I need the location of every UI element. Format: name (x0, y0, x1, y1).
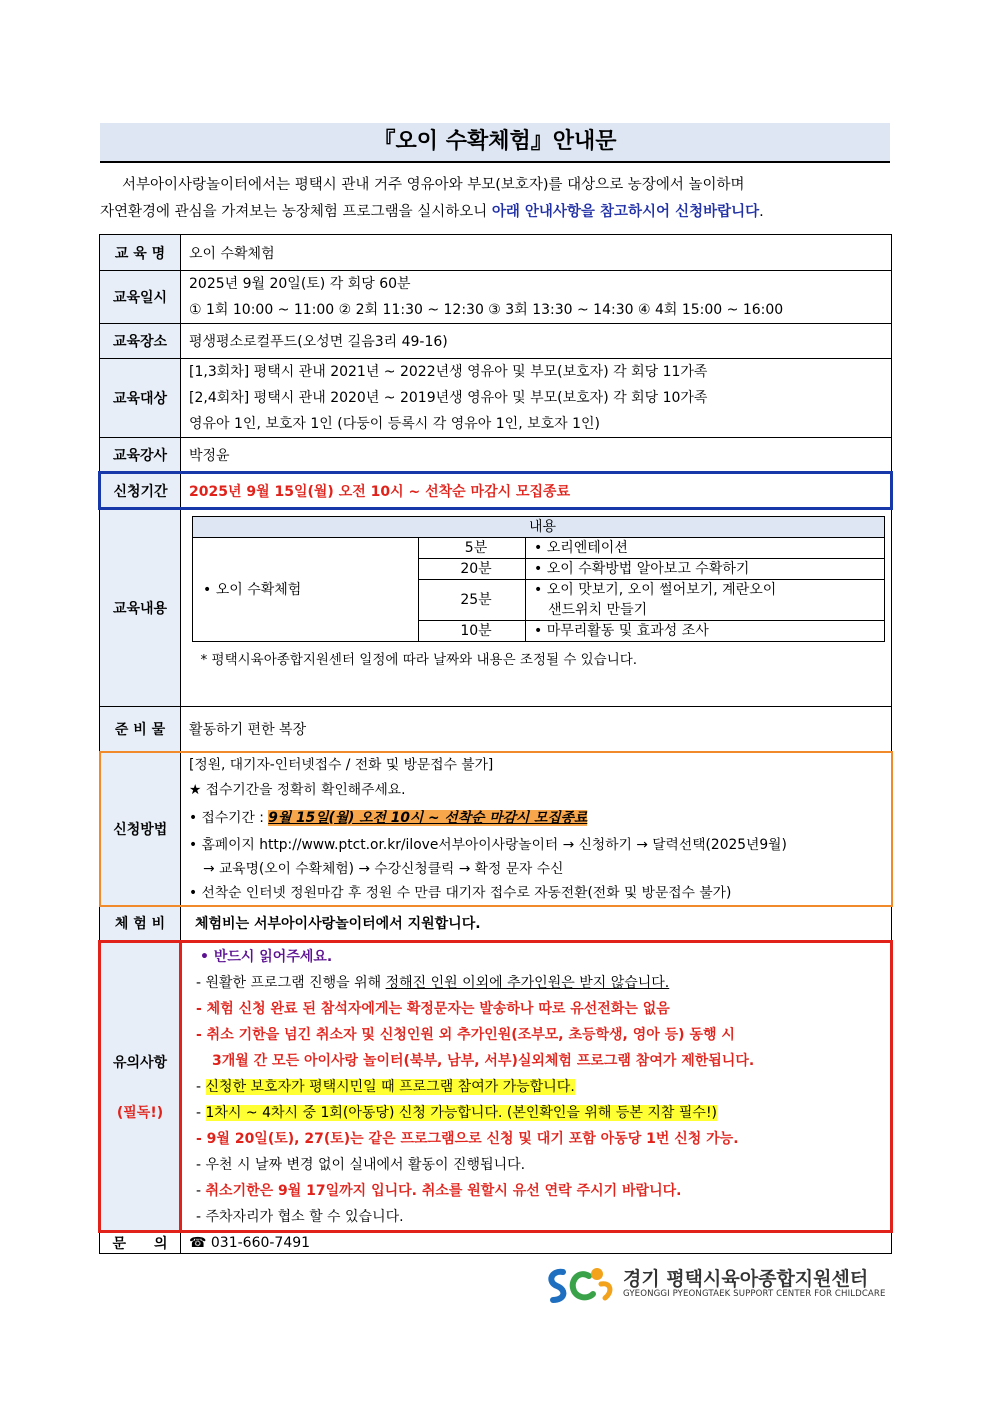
method-period-highlight: 9월 15일(월) 오전 10시 ~ 선착순 마감시 모집종료 (268, 809, 588, 826)
content-desc-3b: 샌드위치 만들기 (548, 602, 648, 618)
note-3: - 취소 기한을 넘긴 취소자 및 신청인원 외 추가인원(조부모, 초등학생, 영아 등) 동행 시 (196, 1026, 735, 1043)
intro-line-1: 서부아이사랑놀이터에서는 평택시 관내 거주 영유아와 부모(보호자)를 대상으로 농장에서 놀이하며 (122, 177, 745, 193)
note-8-red: 취소기한은 9월 17일까지 입니다. 취소를 원할시 유선 연락 주시기 바랍니다. (205, 1182, 682, 1199)
datetime-line-1: 2025년 9월 20일(토) 각 회당 60분 (189, 276, 411, 292)
note-0: • 반드시 읽어주세요. (200, 948, 333, 965)
page-title: 『오이 수확체험』안내문 (373, 129, 617, 154)
value-place: 평생평소로컬푸드(오성면 길음3리 49-16) (181, 324, 892, 359)
label-period: 신청기간 (100, 473, 181, 509)
label-content: 교육내용 (100, 509, 181, 707)
value-datetime (181, 271, 892, 324)
value-prep: 활동하기 편한 복장 (181, 707, 892, 752)
content-row-1 (193, 538, 885, 559)
content-time-4: 10분 (419, 621, 526, 642)
label-contact: 문 의 (100, 1232, 181, 1254)
content-desc-3 (526, 580, 885, 621)
intro-line-2 (100, 199, 892, 226)
method-line-6: • 선착순 인터넷 정원마감 후 정원 수 만큼 대기자 접수로 자동전환(전화 및 방문접수 불가) (189, 884, 732, 901)
value-name: 오이 수확체험 (181, 235, 892, 271)
label-name: 교 육 명 (100, 235, 181, 271)
value-fee: 체험비는 서부아이사랑놀이터에서 지원합니다. (181, 906, 892, 942)
row-period (100, 473, 892, 509)
note-7: - 우천 시 날짜 변경 없이 실내에서 활동이 진행됩니다. (196, 1156, 526, 1173)
note-1-text: - 원활한 프로그램 진행을 위해 (196, 974, 386, 991)
value-content (181, 509, 892, 707)
row-contact (100, 1232, 892, 1254)
row-method (100, 752, 892, 906)
target-line-2: [2,4회차] 평택시 관내 2020년 ~ 2019년생 영유아 및 부모(보호자) 각 회당 10가족 (189, 390, 708, 406)
intro-highlight: 아래 안내사항을 참고하시어 신청바랍니다 (491, 204, 760, 220)
content-program: • 오이 수확체험 (193, 538, 419, 642)
method-line-5: → 교육명(오이 수확체험) → 수강신청클릭 → 확정 문자 수신 (203, 860, 564, 877)
value-contact: ☎ 031-660-7491 (181, 1232, 892, 1254)
content-desc-2: • 오이 수확방법 알아보고 수확하기 (526, 559, 885, 580)
content-desc-1: • 오리엔테이션 (526, 538, 885, 559)
label-prep: 준 비 물 (100, 707, 181, 752)
method-period-label: • 접수기간 : (189, 809, 269, 826)
row-target (100, 359, 892, 438)
target-line-1: [1,3회차] 평택시 관내 2021년 ~ 2022년생 영유아 및 부모(보호자) 각 회당 11가족 (189, 364, 708, 380)
center-logo (545, 1262, 895, 1307)
value-instructor: 박정윤 (181, 438, 892, 473)
label-instructor: 교육강사 (100, 438, 181, 473)
content-desc-3a: • 오이 맛보기, 오이 썰어보기, 계란오이 (534, 582, 777, 598)
content-time-3: 25분 (419, 580, 526, 621)
intro-paragraph (100, 172, 892, 226)
note-4-dash: - (196, 1078, 206, 1095)
datetime-line-2: ① 1회 10:00 ~ 11:00 ② 2회 11:30 ~ 12:30 ③ 3회 13:30 ~ 14:30 ④ 4회 15:00 ~ 16:00 (189, 302, 784, 318)
note-4 (196, 1074, 890, 1100)
center-logo-icon (545, 1262, 615, 1307)
label-notes (100, 942, 181, 1232)
intro-period: . (759, 204, 764, 220)
value-target (181, 359, 892, 438)
value-period: 2025년 9월 15일(월) 오전 10시 ~ 선착순 마감시 모집종료 (181, 473, 892, 509)
label-datetime: 교육일시 (100, 271, 181, 324)
note-5-highlight: 1차시 ~ 4차시 중 1회(아동당) 신청 가능합니다. (본인확인을 위해 등본 지참 필수!) (205, 1104, 718, 1121)
note-3b: 3개월 간 모든 아이사랑 놀이터(북부, 남부, 서부)실외체험 프로그램 참여가 제한됩니다. (212, 1052, 755, 1069)
content-time-1: 5분 (419, 538, 526, 559)
value-method (181, 752, 892, 906)
label-fee: 체 험 비 (100, 906, 181, 942)
note-9: - 주차자리가 협소 할 수 있습니다. (196, 1208, 404, 1225)
label-place: 교육장소 (100, 324, 181, 359)
notes-label-must: (필독!) (116, 1104, 164, 1121)
content-header-row (193, 517, 885, 538)
note-1 (196, 970, 890, 996)
content-desc-4: • 마무리활동 및 효과성 조사 (526, 621, 885, 642)
row-fee (100, 906, 892, 942)
label-target: 교육대상 (100, 359, 181, 438)
note-1-underline: 정해진 인원 이외에 추가인원은 받지 않습니다. (385, 974, 670, 991)
method-line-2: ★ 접수기간을 정확히 확인해주세요. (189, 781, 406, 798)
method-line-3 (189, 804, 891, 833)
note-8 (196, 1178, 890, 1204)
note-5-dash: - (196, 1104, 206, 1121)
note-4-highlight: 신청한 보호자가 평택시민일 때 프로그램 참여가 가능합니다. (205, 1078, 575, 1095)
content-header: 내용 (193, 517, 885, 538)
note-5 (196, 1100, 890, 1126)
row-prep (100, 707, 892, 752)
center-name: 경기 평택시육아종합지원센터 (623, 1268, 869, 1290)
intro-line-2-text: 자연환경에 관심을 가져보는 농장체험 프로그램을 실시하오니 (100, 204, 492, 220)
center-name-english: GYEONGGI PYEONGTAEK SUPPORT CENTER FOR CHILDCARE (623, 1289, 886, 1299)
row-notes (100, 942, 892, 1232)
note-2: - 체험 신청 완료 된 참석자에게는 확정문자는 발송하나 따로 유선전화는 없음 (196, 1000, 670, 1017)
title-bar (100, 123, 890, 163)
row-instructor (100, 438, 892, 473)
method-line-4: • 홈페이지 http://www.ptct.or.kr/ilove서부아이사랑놀이터 → 신청하기 → 달력선택(2025년9월) (189, 836, 787, 853)
target-line-3: 영유아 1인, 보호자 1인 (다둥이 등록시 각 영유아 1인, 보호자 1인) (189, 416, 601, 432)
method-line-1: [정원, 대기자-인터넷접수 / 전화 및 방문접수 불가] (189, 756, 494, 773)
row-content (100, 509, 892, 707)
label-method: 신청방법 (100, 752, 181, 906)
info-table (98, 234, 893, 1254)
value-notes (181, 942, 892, 1232)
content-time-2: 20분 (419, 559, 526, 580)
row-datetime (100, 271, 892, 324)
note-6: - 9월 20일(토), 27(토)는 같은 프로그램으로 신청 및 대기 포함 아동당 1번 신청 가능. (196, 1130, 739, 1147)
content-note-row (193, 642, 885, 675)
row-place (100, 324, 892, 359)
row-name (100, 235, 892, 271)
notes-label: 유의사항 (112, 1054, 168, 1071)
note-8-dash: - (196, 1182, 206, 1199)
content-table (192, 516, 885, 674)
content-note: * 평택시육아종합지원센터 일정에 따라 날짜와 내용은 조정될 수 있습니다. (193, 642, 885, 675)
